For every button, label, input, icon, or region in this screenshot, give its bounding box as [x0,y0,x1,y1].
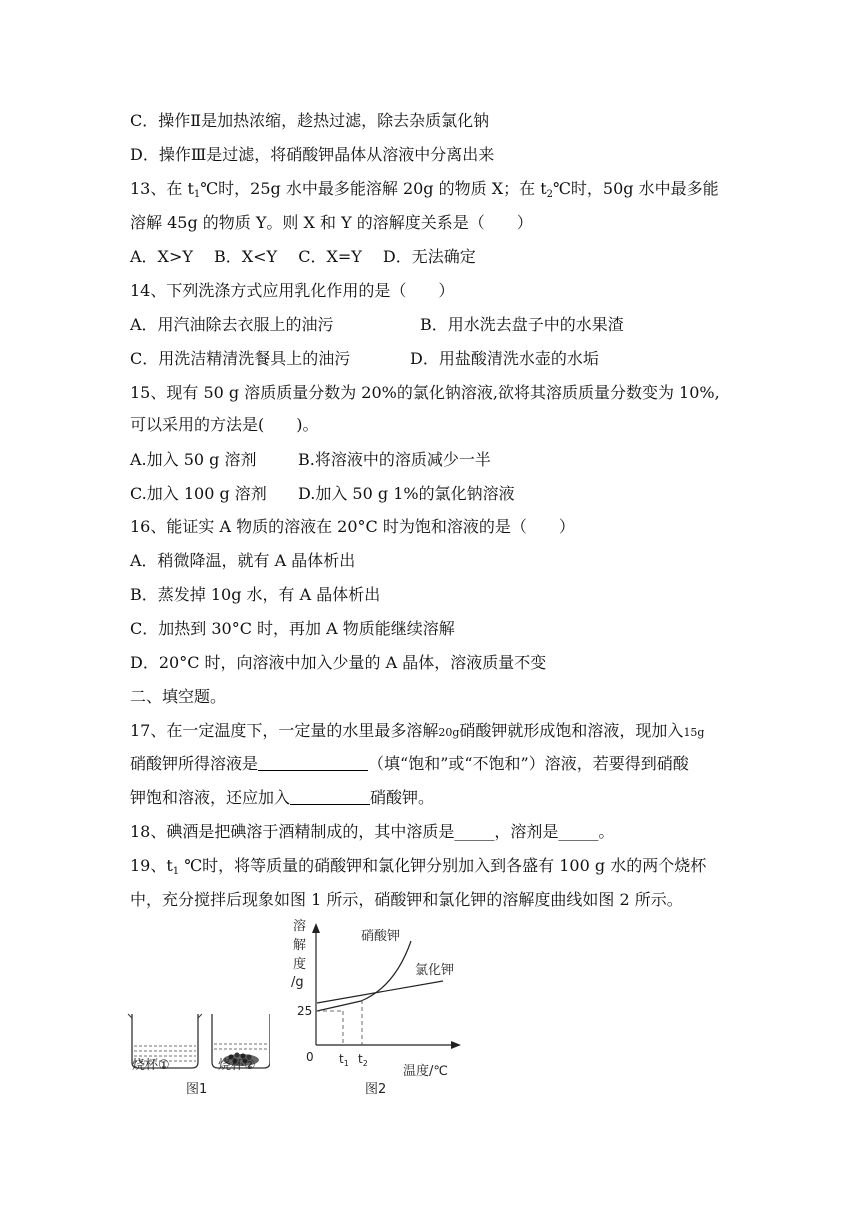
q18-stem: 18、碘酒是把碘溶于酒精制成的，其中溶质是_____，溶剂是_____。 [130,822,615,841]
section-heading: 二、填空题。 [130,687,227,706]
q17-text: 钾饱和溶液，还应加入 [130,788,291,807]
q13-options: A．X>Y B．X<Y C．X=Y D．无法确定 [130,247,476,266]
q15-stem-line1: 15、现有 50 g 溶质质量分数为 20%的氯化钠溶液,欲将其溶质质量分数变为 10%, [130,383,720,402]
beaker-2-label: 烧杯② [218,1058,256,1073]
q15-option-b: B.将溶液中的溶质减少一半 [298,450,491,469]
answer-blank[interactable] [258,754,368,771]
q17-value: 15g [683,726,705,739]
q17-text: 17、在一定温度下，一定量的水里最多溶解 [130,721,439,740]
q17-text: 硝酸钾。 [370,788,435,807]
q16-option-a: A．稍微降温，就有 A 晶体析出 [130,551,356,570]
q12-option-c: C．操作Ⅱ是加热浓缩，趁热过滤，除去杂质氯化钠 [130,111,490,130]
t2-label: $t_2$ [358,1052,368,1068]
q16-option-c: C．加热到 30°C 时，再加 A 物质能继续溶解 [130,619,455,638]
answer-blank[interactable] [290,788,370,805]
y-label-1: 溶 [293,919,307,934]
q17-stem-line2 [130,753,689,775]
q14-stem: 14、下列洗涤方式应用乳化作用的是（ ） [130,281,455,300]
q14-option-a: A．用汽油除去衣服上的油污 [130,315,334,334]
beaker-1-label: 烧杯① [132,1058,170,1073]
q17-stem-line1 [130,720,704,744]
y-tick-25: 25 [297,1004,313,1018]
q14-option-b: B．用水洗去盘子中的水果渣 [420,315,624,334]
q17-stem-line3 [130,787,434,809]
q14-option-d: D．用盐酸清洗水壶的水垢 [410,349,599,368]
y-label-2: 解 [293,938,307,953]
y-label-3: 度 [293,957,307,972]
kno3-label: 硝酸钾 [361,929,401,944]
q19-text: 19、t [130,856,173,875]
subscript: 2 [546,189,553,200]
q15-stem-line2: 可以采用的方法是( )。 [130,415,319,434]
q16-stem: 16、能证实 A 物质的溶液在 20°C 时为饱和溶液的是（ ） [130,517,575,536]
origin-label: 0 [306,1050,314,1064]
q17-text: 硝酸钾所得溶液是 [130,754,259,773]
q14-option-c: C．用洗洁精清洗餐具上的油污 [130,349,351,368]
kcl-label: 氯化钾 [415,963,455,978]
q13-stem-line1 [130,178,719,206]
q19-stem-line2: 中，充分搅拌后现象如图 1 所示，硝酸钾和氯化钾的溶解度曲线如图 2 所示。 [130,890,683,909]
y-axis-arrow [312,923,320,933]
x-axis-arrow [451,1041,461,1049]
q19-text: ℃时，将等质量的硝酸钾和氯化钾分别加入到各盛有 100 g 水的两个烧杯 [179,856,707,875]
q17-text: （填“饱和”或“不饱和”）溶液，若要得到硝酸 [368,754,689,773]
q13-text: 13、在 t [130,179,194,198]
q13-text: ℃时，50g 水中最多能 [553,179,719,198]
q15-option-c: C.加入 100 g 溶剂 [130,484,267,503]
q19-stem-line1 [130,855,706,883]
q15-option-a: A.加入 50 g 溶剂 [130,450,257,469]
q17-text: 硝酸钾就形成饱和溶液，现加入 [459,721,684,740]
x-axis-label: 温度/℃ [403,1064,448,1079]
figure1-caption: 图1 [186,1082,208,1097]
subscript: 1 [172,866,180,877]
q15-option-d: D.加入 50 g 1%的氯化钠溶液 [298,484,515,503]
q16-option-d: D．20°C 时，向溶液中加入少量的 A 晶体，溶液质量不变 [130,653,547,672]
q16-option-b: B．蒸发掉 10g 水，有 A 晶体析出 [130,585,381,604]
figure2-solubility-chart [285,915,470,1080]
q12-option-d: D．操作Ⅲ是过滤，将硝酸钾晶体从溶液中分离出来 [130,145,495,164]
q13-stem-line2: 溶解 45g 的物质 Y。则 X 和 Y 的溶解度关系是（ ） [130,213,533,232]
q17-value: 20g [438,726,460,739]
subscript: 1 [193,189,201,200]
t1-label: $t_1$ [339,1052,349,1068]
figure2-caption: 图2 [365,1082,387,1097]
kcl-curve [317,981,443,1003]
q13-text: ℃时，25g 水中最多能溶解 20g 的物质 X；在 t [200,179,547,198]
y-label-4: /g [291,975,304,990]
